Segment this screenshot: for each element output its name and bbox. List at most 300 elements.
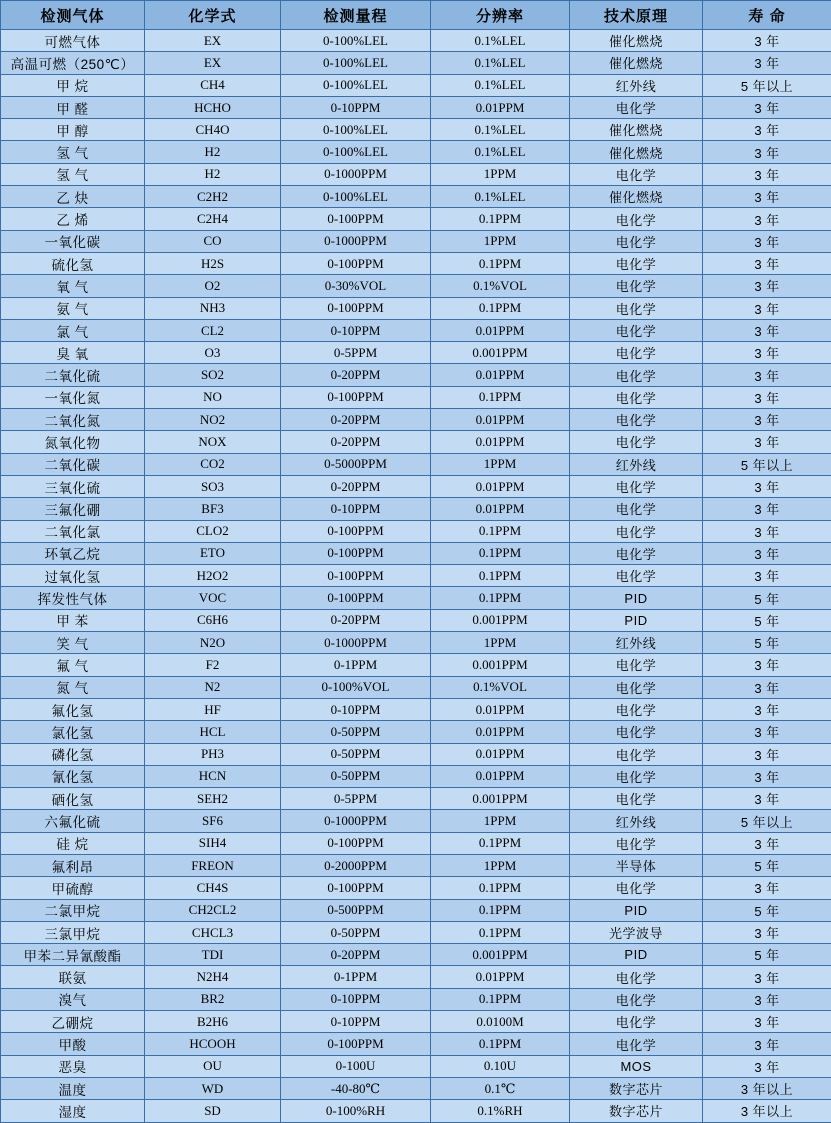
table-cell: 甲苯二异氰酸酯 [1,944,145,966]
table-cell: 0.1PPM [431,252,570,274]
table-cell: 3 年 [703,921,831,943]
table-cell: 5 年 [703,587,831,609]
table-cell: 3 年 [703,141,831,163]
table-row [1,632,831,654]
table-cell: 3 年 [703,252,831,274]
table-cell: SO3 [145,475,281,497]
table-row [1,565,831,587]
table-cell: 0-100PPM [281,832,431,854]
table-cell: 0.1PPM [431,988,570,1010]
table-cell: PID [570,899,703,921]
table-cell: 臭 氧 [1,342,145,364]
table-row [1,141,831,163]
table-cell: 电化学 [570,1033,703,1055]
table-row [1,297,831,319]
table-cell: BF3 [145,498,281,520]
table-cell: 1PPM [431,854,570,876]
table-cell: 数字芯片 [570,1100,703,1122]
table-cell: 3 年 [703,498,831,520]
table-row [1,921,831,943]
table-cell: 0-20PPM [281,409,431,431]
table-row [1,542,831,564]
table-cell: 二氧化氯 [1,520,145,542]
table-cell: 0.01PPM [431,409,570,431]
table-cell: 0-30%VOL [281,275,431,297]
table-cell: 3 年 [703,342,831,364]
table-cell: CO [145,230,281,252]
table-cell: 0-100%LEL [281,30,431,52]
table-cell: PH3 [145,743,281,765]
table-row [1,319,831,341]
table-row [1,453,831,475]
table-row [1,119,831,141]
table-cell: 0.1PPM [431,542,570,564]
table-cell: 0-10PPM [281,1011,431,1033]
table-cell: 0.001PPM [431,342,570,364]
table-cell: NH3 [145,297,281,319]
table-row [1,587,831,609]
table-cell: 红外线 [570,632,703,654]
table-cell: 甲 烷 [1,74,145,96]
table-cell: 0-1000PPM [281,163,431,185]
table-cell: 电化学 [570,520,703,542]
table-cell: 0.1%LEL [431,30,570,52]
table-cell: 0.1%LEL [431,186,570,208]
table-row [1,609,831,631]
table-row [1,676,831,698]
table-cell: 0-2000PPM [281,854,431,876]
table-cell: 氮 气 [1,676,145,698]
table-cell: 5 年 [703,899,831,921]
table-cell: 三氯甲烷 [1,921,145,943]
table-cell: 氢 气 [1,141,145,163]
table-cell: 甲硫醇 [1,877,145,899]
table-cell: 0.01PPM [431,96,570,118]
table-cell: 1PPM [431,163,570,185]
table-cell: 3 年 [703,698,831,720]
table-cell: 3 年 [703,208,831,230]
table-row [1,475,831,497]
table-cell: N2O [145,632,281,654]
table-cell: 电化学 [570,319,703,341]
table-cell: 0-100PPM [281,520,431,542]
table-cell: 3 年 [703,319,831,341]
table-cell: 甲 苯 [1,609,145,631]
table-cell: 光学波导 [570,921,703,943]
table-cell: 0-100PPM [281,297,431,319]
table-row [1,275,831,297]
table-cell: 3 年 [703,409,831,431]
table-cell: 二氧化氮 [1,409,145,431]
table-cell: 0.01PPM [431,743,570,765]
column-header-lifetime: 寿 命 [703,1,831,30]
table-cell: 0.001PPM [431,654,570,676]
table-cell: 0-10PPM [281,319,431,341]
column-header-formula: 化学式 [145,1,281,30]
table-cell: 一氧化氮 [1,386,145,408]
table-cell: BR2 [145,988,281,1010]
table-cell: 氧 气 [1,275,145,297]
table-cell: 0-100%LEL [281,186,431,208]
table-cell: 氟 气 [1,654,145,676]
table-row [1,1033,831,1055]
table-cell: 3 年 [703,52,831,74]
table-row [1,1077,831,1099]
table-cell: 半导体 [570,854,703,876]
table-cell: 0.001PPM [431,609,570,631]
table-cell: NO [145,386,281,408]
table-cell: 磷化氢 [1,743,145,765]
table-cell: ETO [145,542,281,564]
table-cell: 电化学 [570,721,703,743]
table-cell: 红外线 [570,453,703,475]
table-row [1,74,831,96]
table-cell: N2 [145,676,281,698]
table-cell: O3 [145,342,281,364]
table-cell: TDI [145,944,281,966]
table-row [1,163,831,185]
table-cell: 0-1000PPM [281,810,431,832]
table-cell: 0-100PPM [281,877,431,899]
table-cell: 电化学 [570,96,703,118]
table-cell: 3 年 [703,297,831,319]
column-header-gas: 检测气体 [1,1,145,30]
table-row [1,765,831,787]
table-cell: CH4 [145,74,281,96]
table-cell: 3 年 [703,1055,831,1077]
table-cell: 二氧化硫 [1,364,145,386]
table-cell: 0.10U [431,1055,570,1077]
table-row [1,52,831,74]
table-cell: 3 年 [703,988,831,1010]
table-cell: 电化学 [570,765,703,787]
table-cell: 电化学 [570,208,703,230]
table-cell: EX [145,52,281,74]
table-cell: NOX [145,431,281,453]
table-cell: -40-80℃ [281,1077,431,1099]
table-cell: SIH4 [145,832,281,854]
table-cell: 氟利昂 [1,854,145,876]
table-cell: 0.0100M [431,1011,570,1033]
table-cell: 温度 [1,1077,145,1099]
table-cell: 1PPM [431,810,570,832]
table-cell: 0-1PPM [281,966,431,988]
table-cell: MOS [570,1055,703,1077]
table-cell: 0-1000PPM [281,632,431,654]
table-cell: HCOOH [145,1033,281,1055]
table-row [1,1100,831,1122]
table-cell: 0-1PPM [281,654,431,676]
table-cell: VOC [145,587,281,609]
table-cell: 二氧化碳 [1,453,145,475]
table-row [1,966,831,988]
table-cell: 甲 醛 [1,96,145,118]
table-row [1,498,831,520]
table-cell: N2H4 [145,966,281,988]
table-cell: 催化燃烧 [570,30,703,52]
table-cell: 0-5PPM [281,788,431,810]
table-cell: 1PPM [431,453,570,475]
table-row [1,186,831,208]
table-cell: CH2CL2 [145,899,281,921]
table-cell: 0-100PPM [281,542,431,564]
table-cell: 3 年 [703,163,831,185]
table-cell: 0-10PPM [281,698,431,720]
table-cell: 电化学 [570,409,703,431]
table-cell: HCHO [145,96,281,118]
table-cell: 硒化氢 [1,788,145,810]
table-cell: 氟化氢 [1,698,145,720]
table-cell: SF6 [145,810,281,832]
table-cell: 0-100PPM [281,587,431,609]
column-header-range: 检测量程 [281,1,431,30]
table-cell: WD [145,1077,281,1099]
table-cell: 电化学 [570,252,703,274]
table-cell: 5 年以上 [703,810,831,832]
table-cell: 0.1%VOL [431,275,570,297]
table-cell: 3 年 [703,520,831,542]
table-cell: 0.1PPM [431,297,570,319]
table-cell: 3 年 [703,966,831,988]
table-cell: 环氧乙烷 [1,542,145,564]
table-cell: 0.01PPM [431,431,570,453]
table-cell: NO2 [145,409,281,431]
table-cell: 5 年 [703,944,831,966]
table-cell: 0.001PPM [431,944,570,966]
table-cell: 0.1%LEL [431,74,570,96]
table-cell: 3 年 [703,431,831,453]
table-cell: 电化学 [570,676,703,698]
table-cell: 电化学 [570,654,703,676]
table-cell: 硫化氢 [1,252,145,274]
table-row [1,721,831,743]
table-cell: 3 年 [703,788,831,810]
table-cell: 电化学 [570,342,703,364]
table-cell: F2 [145,654,281,676]
table-cell: 3 年以上 [703,1077,831,1099]
table-cell: CH4S [145,877,281,899]
table-cell: 电化学 [570,966,703,988]
table-cell: 电化学 [570,364,703,386]
table-cell: 3 年 [703,743,831,765]
table-cell: CO2 [145,453,281,475]
table-cell: 氯 气 [1,319,145,341]
table-cell: H2O2 [145,565,281,587]
table-cell: 催化燃烧 [570,141,703,163]
table-cell: 电化学 [570,565,703,587]
table-cell: 恶臭 [1,1055,145,1077]
table-header-row [1,1,831,30]
table-cell: 氨 气 [1,297,145,319]
table-cell: 0-1000PPM [281,230,431,252]
table-cell: 催化燃烧 [570,119,703,141]
table-cell: C6H6 [145,609,281,631]
table-cell: 3 年 [703,832,831,854]
table-cell: 0-100U [281,1055,431,1077]
table-cell: O2 [145,275,281,297]
table-cell: 联氨 [1,966,145,988]
table-cell: 电化学 [570,498,703,520]
table-row [1,520,831,542]
table-cell: 0-20PPM [281,609,431,631]
table-cell: 3 年 [703,96,831,118]
table-cell: 三氟化硼 [1,498,145,520]
table-cell: H2 [145,141,281,163]
table-cell: 0-100PPM [281,386,431,408]
table-cell: 0.01PPM [431,364,570,386]
table-row [1,810,831,832]
table-cell: SD [145,1100,281,1122]
table-cell: 0.1PPM [431,208,570,230]
table-cell: 电化学 [570,988,703,1010]
table-cell: 3 年 [703,30,831,52]
table-row [1,944,831,966]
table-cell: 0.01PPM [431,765,570,787]
table-cell: 电化学 [570,788,703,810]
table-cell: 二氯甲烷 [1,899,145,921]
table-cell: 硅 烷 [1,832,145,854]
table-row [1,899,831,921]
table-cell: 0.1%LEL [431,52,570,74]
table-cell: 红外线 [570,74,703,96]
table-cell: 0-100PPM [281,252,431,274]
table-cell: 0.1PPM [431,587,570,609]
table-cell: 催化燃烧 [570,52,703,74]
table-cell: 0-20PPM [281,431,431,453]
table-cell: 0.01PPM [431,721,570,743]
table-cell: 溴气 [1,988,145,1010]
table-cell: 0-5PPM [281,342,431,364]
table-cell: 1PPM [431,632,570,654]
table-cell: 0-100%LEL [281,52,431,74]
table-cell: 0.1PPM [431,1033,570,1055]
table-body [1,30,831,1123]
table-cell: 0.01PPM [431,966,570,988]
table-cell: 电化学 [570,297,703,319]
table-cell: 0-20PPM [281,944,431,966]
table-cell: 0-100%VOL [281,676,431,698]
table-cell: 氰化氢 [1,765,145,787]
table-header [1,1,831,30]
table-cell: 0-50PPM [281,743,431,765]
table-cell: 乙硼烷 [1,1011,145,1033]
table-cell: 电化学 [570,1011,703,1033]
table-cell: H2S [145,252,281,274]
table-row [1,30,831,52]
table-cell: 电化学 [570,698,703,720]
table-cell: HF [145,698,281,720]
table-cell: 3 年 [703,275,831,297]
table-cell: 0-100%LEL [281,74,431,96]
table-cell: 0.1PPM [431,832,570,854]
table-cell: CLO2 [145,520,281,542]
table-row [1,1011,831,1033]
table-cell: 挥发性气体 [1,587,145,609]
table-cell: 电化学 [570,230,703,252]
table-row [1,788,831,810]
table-cell: 0.1%VOL [431,676,570,698]
table-cell: EX [145,30,281,52]
table-cell: 3 年 [703,877,831,899]
table-cell: SO2 [145,364,281,386]
table-cell: 乙 烯 [1,208,145,230]
table-cell: 0.1PPM [431,899,570,921]
table-cell: 0.001PPM [431,788,570,810]
table-cell: 3 年 [703,475,831,497]
table-cell: H2 [145,163,281,185]
table-cell: 0.01PPM [431,698,570,720]
table-cell: 催化燃烧 [570,186,703,208]
table-cell: 0-50PPM [281,765,431,787]
table-row [1,96,831,118]
table-cell: 3 年 [703,565,831,587]
table-cell: 湿度 [1,1100,145,1122]
table-cell: 3 年 [703,1033,831,1055]
table-cell: 3 年 [703,186,831,208]
table-cell: 六氟化硫 [1,810,145,832]
table-cell: 3 年 [703,119,831,141]
table-cell: 电化学 [570,275,703,297]
table-cell: 0.1PPM [431,921,570,943]
table-row [1,654,831,676]
table-row [1,342,831,364]
table-cell: 0-20PPM [281,475,431,497]
table-cell: 0-100PPM [281,565,431,587]
table-cell: CHCL3 [145,921,281,943]
table-cell: PID [570,609,703,631]
table-cell: 氮氧化物 [1,431,145,453]
table-row [1,743,831,765]
table-cell: 0-100%RH [281,1100,431,1122]
table-cell: 电化学 [570,475,703,497]
table-row [1,1055,831,1077]
table-cell: 1PPM [431,230,570,252]
table-cell: 0.1%LEL [431,119,570,141]
table-cell: HCN [145,765,281,787]
table-cell: 0.1℃ [431,1077,570,1099]
table-cell: 一氧化碳 [1,230,145,252]
table-row [1,230,831,252]
table-cell: 笑 气 [1,632,145,654]
table-cell: 氢 气 [1,163,145,185]
table-cell: CH4O [145,119,281,141]
table-cell: 可燃气体 [1,30,145,52]
table-cell: 3 年 [703,1011,831,1033]
table-cell: PID [570,944,703,966]
table-cell: 数字芯片 [570,1077,703,1099]
table-cell: 电化学 [570,431,703,453]
table-cell: 高温可燃（250℃） [1,52,145,74]
table-cell: 0-5000PPM [281,453,431,475]
table-row [1,208,831,230]
table-cell: 电化学 [570,877,703,899]
table-cell: 0-20PPM [281,364,431,386]
table-row [1,988,831,1010]
table-row [1,409,831,431]
table-cell: 3 年 [703,230,831,252]
table-row [1,386,831,408]
table-cell: 0.01PPM [431,475,570,497]
table-cell: C2H2 [145,186,281,208]
table-cell: 红外线 [570,810,703,832]
table-cell: 3 年 [703,654,831,676]
table-cell: 电化学 [570,542,703,564]
table-cell: 电化学 [570,832,703,854]
table-cell: 0-100%LEL [281,119,431,141]
table-cell: 3 年以上 [703,1100,831,1122]
table-cell: 3 年 [703,364,831,386]
table-cell: SEH2 [145,788,281,810]
